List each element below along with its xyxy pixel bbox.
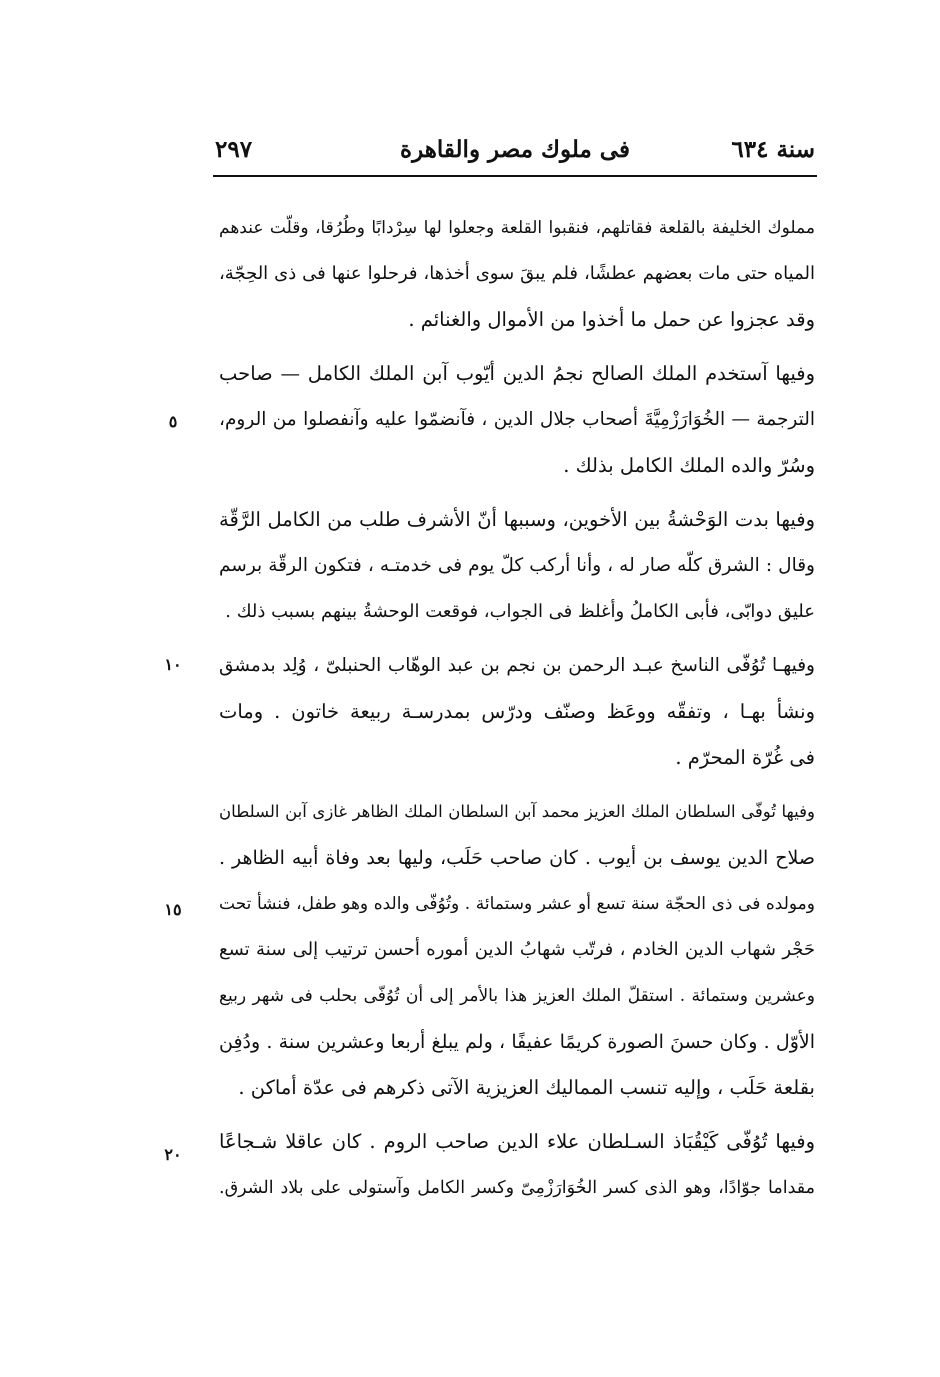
paragraph	[219, 789, 815, 1111]
text-line: وفيها تُوفّى السلطان الملك العزيز محمد آبن السلطان الملك الظاهر غازى آبن السلطان	[219, 802, 815, 821]
text-line: وفيها تُوُفّى كَيْقُبَاذ السـلطان علاء الدين صاحب الروم . كان عاقلا شـجاعًا	[219, 1130, 815, 1153]
paragraph	[219, 643, 815, 781]
paragraph	[219, 1119, 815, 1211]
text-line: ونشأ بهـا ، وتفقّه ووعَظ وصنّف ودرّس بمدرسـة ربيعة خاتون . ومات	[219, 700, 815, 723]
text-line: وقال : الشرق كلّه صار له ، وأنا أركب كلّ يوم فى خدمتـه ، فتكون الرقّة برسم	[219, 555, 815, 576]
paragraph	[219, 497, 815, 635]
text-line: ومولده فى ذى الحجّة سنة تسع أو عشر وستمائة . وتُوُفّى والده وهو طفل، فنشأ تحت	[219, 894, 815, 914]
header-year: سنة ٦٣٤	[731, 136, 815, 163]
text-line: الأوّل . وكان حسنَ الصورة كريمًا عفيفًا ، ولم يبلغ أربعا وعشرين سنة . ودُفِن	[219, 1031, 815, 1053]
margin-line-number: ١٥	[164, 900, 182, 919]
margin-line-number: ١٠	[164, 655, 182, 674]
text-line: الترجمة — الخُوَارَزْمِيَّةَ أصحاب جلال الدين ، فآنضمّوا عليه وآنفصلوا من الروم،	[219, 409, 815, 430]
paragraph	[219, 351, 815, 489]
margin-line-number: ٥	[168, 412, 178, 431]
text-line: فى غُرّة المحرّم .	[675, 746, 815, 769]
text-line: عليق دوابّى، فأبى الكاملُ وأغلظ فى الجواب، فوقعت الوحشةُ بينهم بسبب ذلك .	[225, 601, 815, 622]
margin-line-number: ٢٠	[164, 1145, 182, 1164]
text-line: حَجْر شهاب الدين الخادم ، فرتّب شهابُ الدين أموره أحسن ترتيب إلى سنة تسع	[219, 939, 815, 960]
text-line: وفيها بدت الوَحْشةُ بين الأخوين، وسببها أنّ الأشرف طلب من الكامل الرَّقّة	[219, 508, 815, 531]
text-line: صلاح الدين يوسف بن أيوب . كان صاحب حَلَب، وليها بعد وفاة أبيه الظاهر .	[219, 847, 815, 869]
text-line: بقلعة حَلَب ، وإليه تنسب المماليك العزيزية الآتى ذكرهم فى عدّة أماكن .	[238, 1076, 815, 1099]
header-rule	[213, 175, 817, 177]
running-header	[215, 132, 815, 172]
page-number: ٢٩٧	[215, 136, 253, 163]
text-line: مقداما جوّادًا، وهو الذى كسر الخُوَارَزْمِىّ وكسر الكامل وآستولى على بلاد الشرق.	[219, 1178, 815, 1198]
page-body	[219, 205, 815, 1211]
text-line: وقد عجزوا عن حمل ما أخذوا من الأموال والغنائم .	[408, 308, 815, 331]
header-title: فى ملوك مصر والقاهرة	[400, 136, 630, 163]
text-line: وسُرّ والده الملك الكامل بذلك .	[563, 454, 815, 477]
text-line: وعشرين وستمائة . استقلّ الملك العزيز هذا بالأمر إلى أن تُوُفّى بحلب فى شهر ربيع	[219, 986, 815, 1006]
text-line: مملوك الخليفة بالقلعة فقاتلهم، فنقبوا القلعة وجعلوا لها سِرْدابًا وطُرُقا، وقلّت عندهم	[219, 218, 815, 238]
text-line: وفيها آستخدم الملك الصالح نجمُ الدين أيّوب آبن الملك الكامل — صاحب	[219, 362, 815, 385]
paragraph	[219, 205, 815, 343]
text-line: المياه حتى مات بعضهم عطشًا، فلم يبقَ سوى أخذها، فرحلوا عنها فى ذى الحِجّة،	[219, 263, 815, 284]
text-line: وفيهـا تُوُفّى الناسخ عبـد الرحمن بن نجم بن عبد الوهّاب الحنبلىّ ، وُلِد بدمشق	[219, 655, 815, 676]
